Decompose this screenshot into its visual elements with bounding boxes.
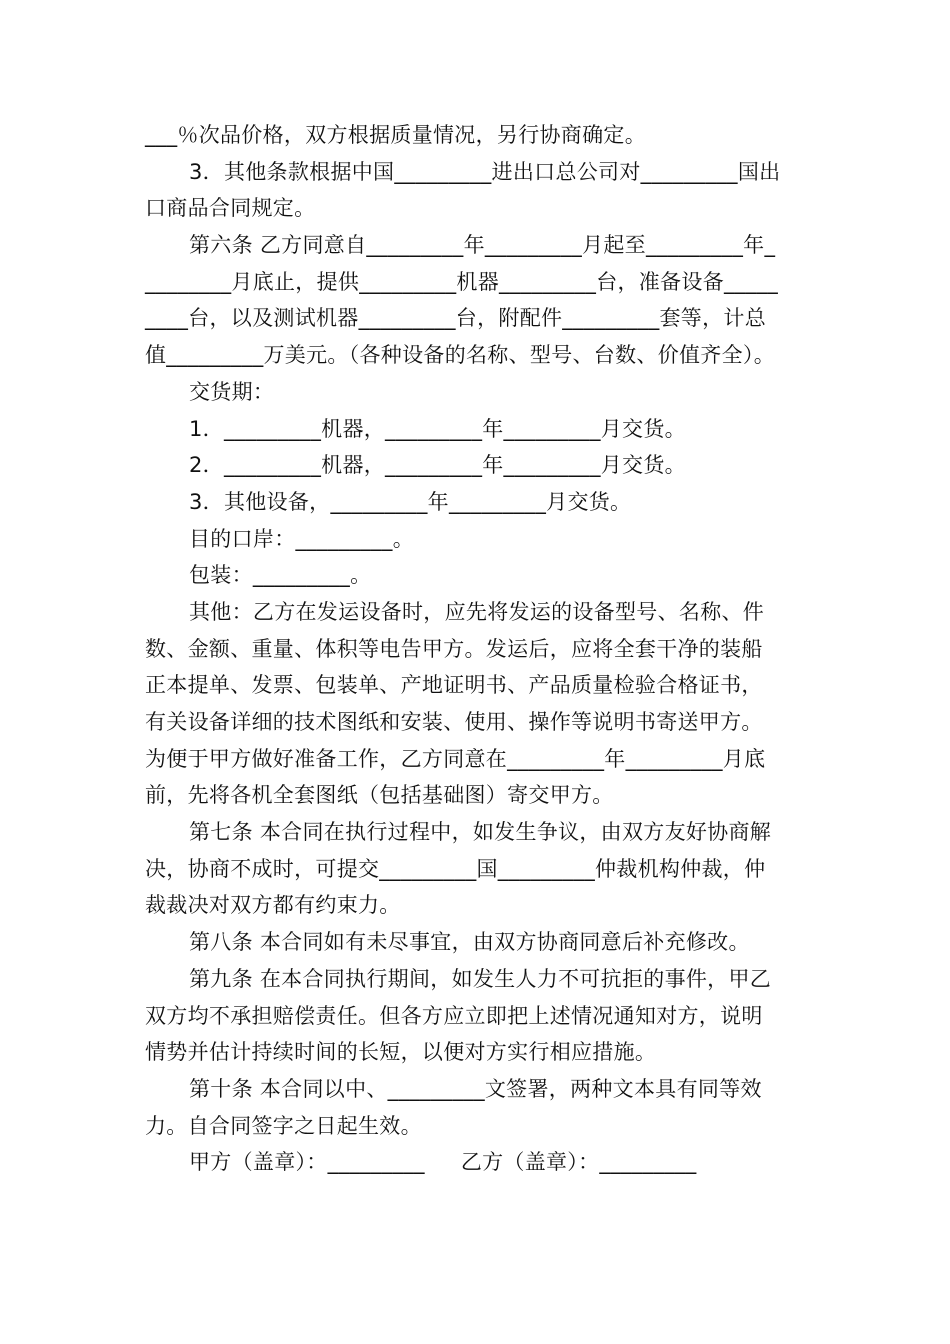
party-a-signature: 甲方（盖章）：_________ [189, 1150, 425, 1175]
article-10-line: 第十条 本合同以中、_________文签署，两种文本具有同等效 [189, 1076, 762, 1101]
text-line: ________月底止，提供_________机器_________台，准备设备_____ [145, 269, 778, 294]
article-6-line: 第六条 乙方同意自_________年_________月起至_________年_ [189, 233, 776, 258]
delivery-heading: 交货期： [189, 379, 275, 404]
article-8-line: 第八条 本合同如有未尽事宜，由双方协商同意后补充修改。 [189, 930, 750, 955]
text-line: 正本提单、发票、包装单、产地证明书、产品质量检验合格证书， [145, 673, 763, 698]
text-line: 口商品合同规定。 [145, 196, 316, 221]
text-line: ____台，以及测试机器_________台，附配件_________套等，计总 [145, 306, 766, 331]
text-line: 裁裁决对双方都有约束力。 [145, 893, 401, 918]
delivery-item: 1．_________机器，_________年_________月交货。 [189, 416, 686, 441]
article-9-line: 第九条 在本合同执行期间，如发生人力不可抗拒的事件，甲乙 [189, 966, 772, 991]
signature-line [145, 1144, 815, 1181]
text-line: 双方均不承担赔偿责任。但各方应立即把上述情况通知对方，说明 [145, 1003, 763, 1028]
destination-port: 目的口岸：_________。 [189, 526, 414, 551]
text-line: 值_________万美元。（各种设备的名称、型号、台数、价值齐全）。 [145, 343, 775, 368]
delivery-item: 2．_________机器，_________年_________月交货。 [189, 453, 686, 478]
text-line: 有关设备详细的技术图纸和安装、使用、操作等说明书寄送甲方。 [145, 710, 763, 734]
text-line: 情势并估计持续时间的长短，以便对方实行相应措施。 [145, 1040, 657, 1065]
party-b-signature: 乙方（盖章）：_________ [460, 1150, 697, 1175]
text-line: ___％次品价格，双方根据质量情况，另行协商确定。 [145, 123, 646, 147]
text-line: 决，协商不成时，可提交_________国_________仲裁机构仲裁，仲 [145, 856, 766, 881]
delivery-item: 3．其他设备，_________年_________月交货。 [189, 489, 632, 514]
text-line: 前，先将各机全套图纸（包括基础图）寄交甲方。 [145, 783, 614, 808]
text-line: 为便于甲方做好准备工作，乙方同意在_________年_________月底 [145, 746, 766, 771]
other-terms-line: 其他：乙方在发运设备时，应先将发运的设备型号、名称、件 [189, 599, 765, 624]
text-line: 力。自合同签字之日起生效。 [145, 1113, 422, 1138]
text-line: 数、金额、重量、体积等电告甲方。发运后，应将全套干净的装船 [145, 636, 763, 661]
article-7-line: 第七条 本合同在执行过程中，如发生争议，由双方友好协商解 [189, 820, 772, 845]
text-line: 3．其他条款根据中国_________进出口总公司对_________国出 [189, 159, 781, 184]
packing: 包装：_________。 [189, 563, 372, 588]
contract-page [145, 117, 815, 1181]
